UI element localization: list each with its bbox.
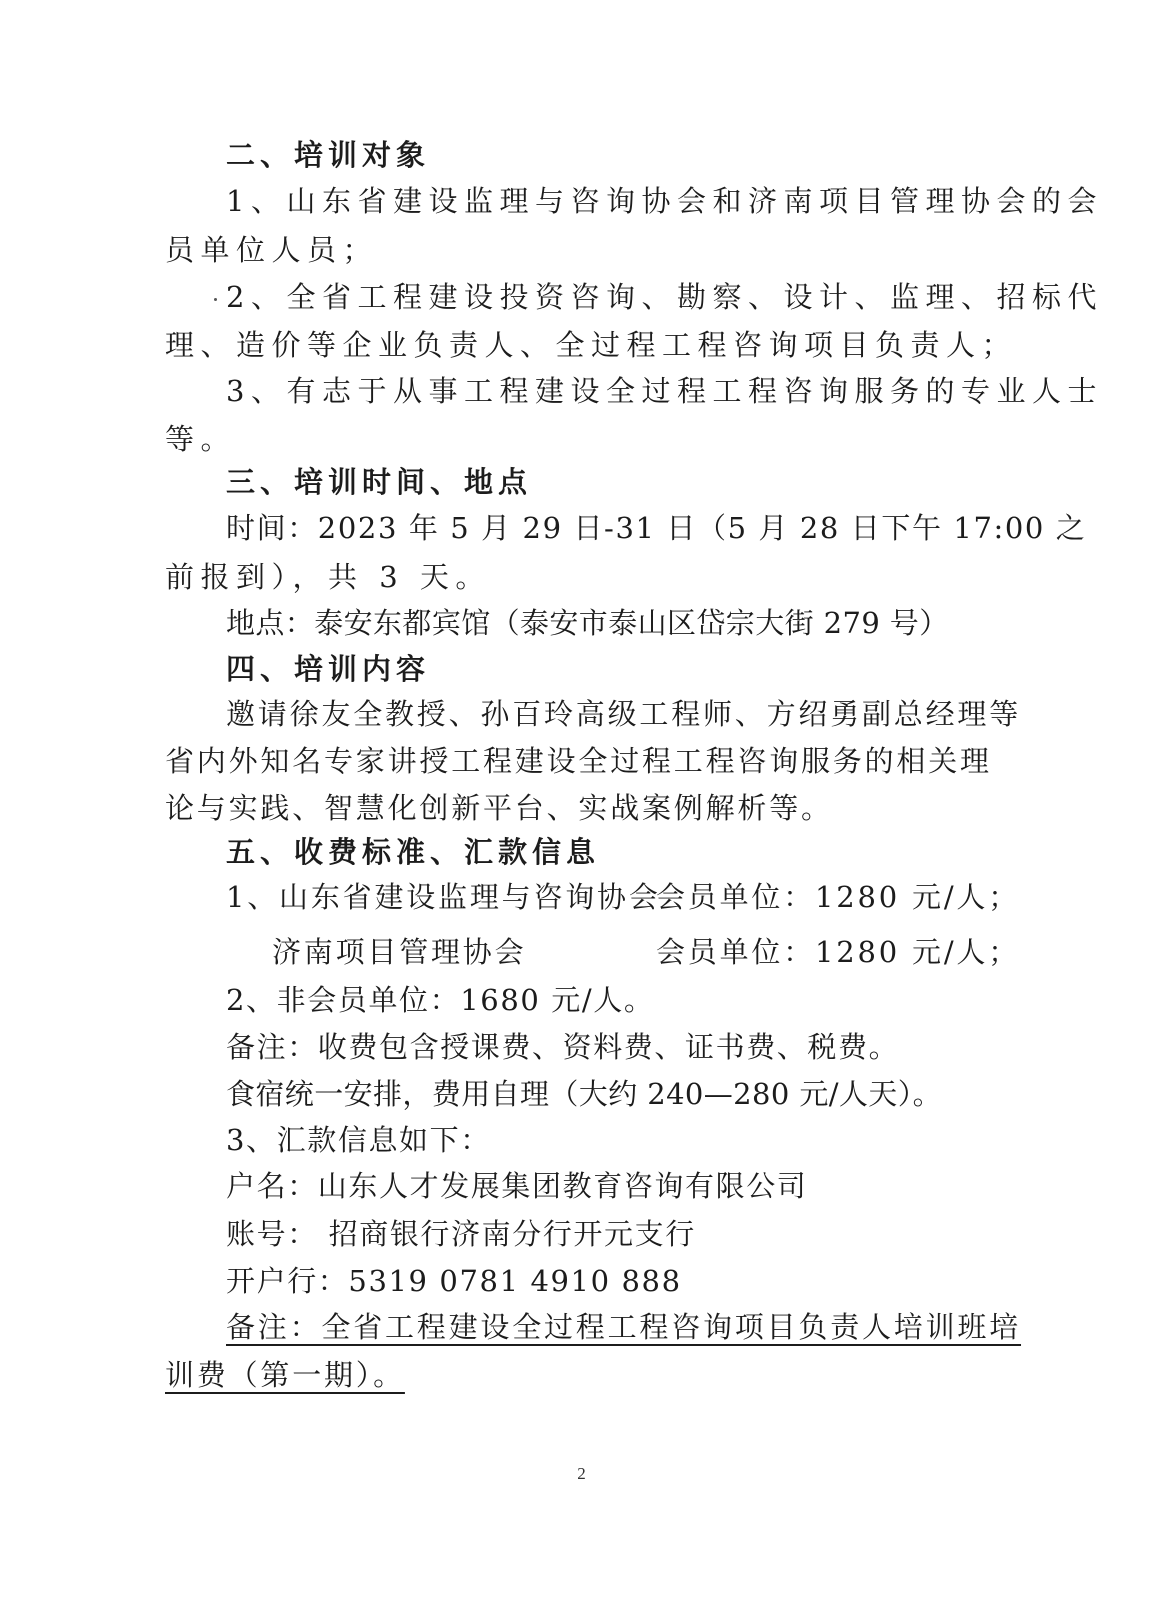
remit-note-line-2: 训费（第一期）。 — [165, 1358, 405, 1392]
fee-nonmember: 2、非会员单位：1680 元/人。 — [226, 983, 655, 1017]
training-time-line-1: 时间：2023 年 5 月 29 日-31 日（5 月 28 日下午 17:00 之 — [226, 511, 1087, 545]
section-heading-fees: 五、收费标准、汇款信息 — [226, 835, 601, 869]
fee-price-2: 会员单位：1280 元/人； — [656, 935, 1020, 969]
section-heading-content: 四、培训内容 — [226, 652, 431, 686]
section-heading-trainees: 二、培训对象 — [226, 138, 431, 172]
section-heading-time-place: 三、培训时间、地点 — [226, 465, 533, 499]
trainee-item-1-line-1: 1、山东省建设监理与咨询协会和济南项目管理协会的会 — [226, 184, 1103, 218]
training-place: 地点：泰安东都宾馆（泰安市泰山区岱宗大街 279 号） — [226, 606, 949, 640]
remit-note-line-1: 备注：全省工程建设全过程工程咨询项目负责人培训班培 — [226, 1310, 1022, 1344]
content-line-2: 省内外知名专家讲授工程建设全过程工程咨询服务的相关理 — [165, 744, 992, 778]
scan-speck — [214, 298, 217, 301]
trainee-item-3-line-1: 3、有志于从事工程建设全过程工程咨询服务的专业人士 — [226, 374, 1103, 408]
page-number: 2 — [577, 1464, 586, 1483]
trainee-item-3-line-2: 等。 — [165, 422, 237, 456]
opening-bank: 开户行：5319 0781 4910 888 — [226, 1264, 682, 1298]
trainee-item-2-line-2: 理、造价等企业负责人、全过程工程咨询项目负责人； — [165, 328, 1018, 362]
trainee-item-1-line-2: 员单位人员； — [165, 233, 379, 267]
account-name: 户名：山东人才发展集团教育咨询有限公司 — [226, 1169, 808, 1203]
content-line-1: 邀请徐友全教授、孙百玲高级工程师、方绍勇副总经理等 — [226, 697, 1022, 731]
fee-org-1: 1、山东省建设监理与咨询协会 — [226, 880, 661, 914]
account-number: 账号： 招商银行济南分行开元支行 — [226, 1217, 696, 1251]
remit-info-title: 3、汇款信息如下： — [226, 1123, 491, 1157]
fee-note: 备注：收费包含授课费、资料费、证书费、税费。 — [226, 1030, 900, 1064]
fee-price-1: 会员单位：1280 元/人； — [656, 880, 1020, 914]
trainee-item-2-line-1: 2、全省工程建设投资咨询、勘察、设计、监理、招标代 — [226, 280, 1103, 314]
lodging-note: 食宿统一安排，费用自理（大约 240—280 元/人天）。 — [226, 1077, 943, 1111]
content-line-3: 论与实践、智慧化创新平台、实战案例解析等。 — [165, 791, 833, 825]
training-time-line-2: 前报到），共 3 天。 — [165, 560, 491, 594]
fee-org-2: 济南项目管理协会 — [272, 935, 527, 969]
